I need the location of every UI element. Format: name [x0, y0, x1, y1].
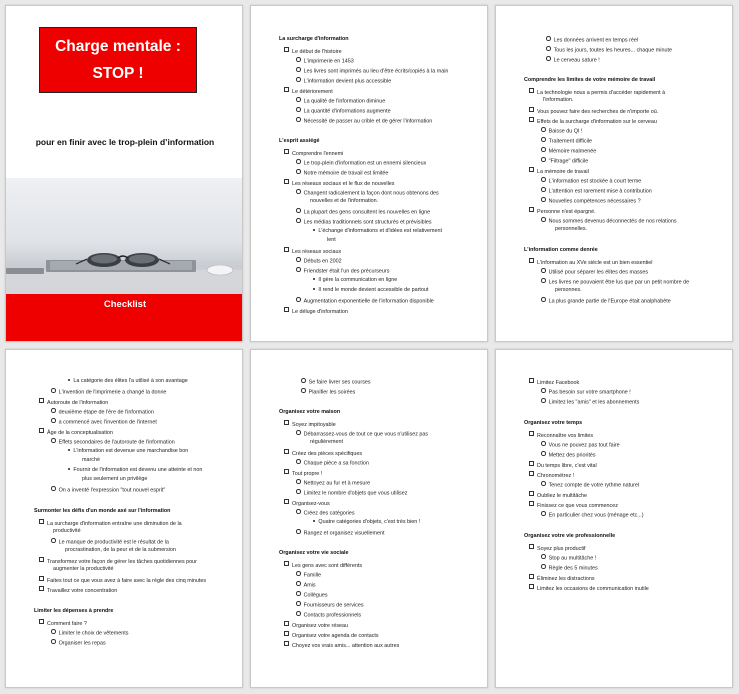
- checklist-subitem: deuxième étape de l'ère de l'information: [51, 408, 154, 417]
- checklist-subitem: Mettez des priorités: [541, 451, 596, 460]
- cover-subtitle: pour en finir avec le trop-plein d’information: [35, 137, 215, 147]
- checklist-continuation: marché: [82, 457, 100, 463]
- checklist-subitem: Notre mémoire de travail est limitée: [296, 169, 388, 178]
- checklist-continuation: plus seulement un privilège: [82, 476, 148, 482]
- checklist-item: Éliminez les distractions: [529, 574, 595, 583]
- section-heading: Organisez votre vie sociale: [279, 550, 349, 556]
- section-heading: L'esprit assiégé: [279, 138, 320, 144]
- checklist-subitem: Famille: [296, 571, 321, 580]
- checklist-subitem: "Filtrage" difficile: [541, 157, 588, 166]
- checklist-item: Les réseaux sociaux et le flux de nouvelles: [284, 179, 394, 188]
- checklist-subitem: Les données arrivent en temps réel: [546, 36, 638, 45]
- checklist-item: Vous pouvez faire des recherches de n'importe où.: [529, 107, 658, 116]
- checklist-subitem: Les livres sont imprimés au lieu d'être écrits/copiés à la main: [296, 67, 448, 76]
- checklist-item: Limitez les occasions de communication inutile: [529, 584, 649, 593]
- checklist-subitem: Nouvelles compétences nécessaires ?: [541, 197, 641, 206]
- checklist-item: Tout propre !: [284, 469, 322, 478]
- checklist-continuation: procrastination, de la peur et de la submersion: [65, 547, 176, 553]
- checklist-item: Âge de la conceptualisation: [39, 428, 113, 437]
- checklist-item: Organisez votre agenda de contacts: [284, 631, 379, 640]
- checklist-subitem: L'information devient plus accessible: [296, 77, 391, 86]
- checklist-item: Le détériorement: [284, 87, 333, 96]
- section-heading: Surmonter les défis d'un monde axé sur l'information: [34, 508, 171, 514]
- checklist-subitem: Les livres ne pouvaient être lus que par un petit nombre de: [541, 278, 689, 287]
- checklist-subitem: L'imprimerie en 1453: [296, 57, 354, 66]
- checklist-subitem: On a inventé l'expression "tout nouvel esprit": [51, 486, 165, 495]
- checklist-continuation: lent: [327, 237, 336, 243]
- checklist-continuation: productivité: [53, 528, 81, 534]
- checklist-item: Organisez-vous: [284, 499, 330, 508]
- checklist-bullet: La catégorie des élites l'a utilisé à son avantage: [68, 378, 188, 385]
- checklist-item: La technologie nous a permis d'accéder rapidement à: [529, 88, 665, 97]
- checklist-subitem: Règle des 5 minutes: [541, 564, 598, 573]
- section-heading: L'information comme denrée: [524, 247, 598, 253]
- section-heading: Organisez votre temps: [524, 420, 583, 426]
- section-heading: Organisez votre vie professionnelle: [524, 533, 616, 539]
- checklist-item: Travaillez votre concentration: [39, 586, 117, 595]
- checklist-bullet: L'échange d'informations et d'idées est relativement: [313, 228, 442, 235]
- checklist-subitem: Fournisseurs de services: [296, 601, 364, 610]
- checklist-subitem: Mémoire malmenée: [541, 147, 596, 156]
- checklist-bullet: Il gère la communication en ligne: [313, 277, 397, 284]
- checklist-subitem: Friendster était l'un des précurseurs: [296, 267, 389, 276]
- page-6: [495, 349, 733, 688]
- checklist-item: Les gens avec sont différents: [284, 561, 362, 570]
- checklist-item: Finissez ce que vous commencez: [529, 501, 618, 510]
- checklist-subitem: Utilisé pour séparer les élites des masses: [541, 268, 648, 277]
- checklist-subitem: Traitement difficile: [541, 137, 592, 146]
- cover-title-box: [39, 27, 197, 93]
- checklist-item: Oubliez le multitâche: [529, 491, 587, 500]
- checklist-subitem: Augmentation exponentielle de l'information disponible: [296, 297, 434, 306]
- checklist-continuation: personnes.: [555, 287, 582, 293]
- checklist-subitem: La quantité d'informations augmente: [296, 107, 391, 116]
- checklist-item: Créez des pièces spécifiques: [284, 449, 362, 458]
- checklist-item: La mémoire de travail: [529, 167, 589, 176]
- checklist-subitem: Le manque de productivité est le résultat de la: [51, 538, 169, 547]
- checklist-subitem: Limiter le choix de vêtements: [51, 629, 128, 638]
- checklist-item: La surcharge d'information entraîne une diminution de la: [39, 519, 182, 528]
- checklist-subitem: L'attention est rarement mise à contribution: [541, 187, 652, 196]
- checklist-subitem: Collègues: [296, 591, 328, 600]
- checklist-subitem: Effets secondaires de l'autoroute de l'information: [51, 438, 175, 447]
- cover-title-line2: STOP !: [92, 65, 144, 82]
- checklist-item: Personne n'est épargné.: [529, 207, 596, 216]
- section-heading: La surcharge d'information: [279, 36, 349, 42]
- checklist-item: Autoroute de l'information: [39, 398, 108, 407]
- checklist-item: Limitez Facebook: [529, 378, 579, 387]
- checklist-subitem: L'invention de l'imprimerie a changé la donne: [51, 388, 166, 397]
- checklist-subitem: Se faire livrer ses courses: [301, 378, 371, 387]
- checklist-item: Les réseaux sociaux: [284, 247, 341, 256]
- checklist-subitem: Nettoyez au fur et à mesure: [296, 479, 370, 488]
- checklist-item: Le déluge d'information: [284, 307, 348, 316]
- checklist-subitem: Nous sommes devenus déconnectés de nos relations: [541, 217, 677, 226]
- checklist-continuation: personnelles.: [555, 226, 588, 232]
- checklist-item: Comprendre l'ennemi: [284, 149, 343, 158]
- page-2: [250, 5, 488, 342]
- cover-title-line1: Charge mentale :: [55, 38, 181, 55]
- checklist-subitem: Contacts professionnels: [296, 611, 361, 620]
- section-heading: Organisez votre maison: [279, 409, 341, 415]
- checklist-continuation: l'information.: [543, 97, 574, 103]
- checklist-subitem: Limitez les "amis" et les abonnements: [541, 398, 639, 407]
- checklist-subitem: Nécessité de passer au crible et de gérer l'information: [296, 117, 432, 126]
- checklist-item: Du temps libre, c'est vital: [529, 461, 597, 470]
- checklist-item: Faites tout ce que vous avez à faire avec la règle des cinq minutes: [39, 576, 206, 585]
- checklist-subitem: La plus grande partie de l'Europe était analphabète: [541, 297, 671, 306]
- checklist-item: Le début de l'histoire: [284, 47, 342, 56]
- checklist-subitem: Débarrassez-vous de tout ce que vous n'utilisez pas: [296, 430, 428, 439]
- checklist-item: L'information au XVe siècle est un bien essentiel: [529, 258, 653, 267]
- checklist-bullet: Il rend le monde devient accessible de partout: [313, 287, 428, 294]
- checklist-subitem: Planifier les soirées: [301, 388, 355, 397]
- checklist-subitem: Le trop-plein d'information est un ennemi silencieux: [296, 159, 426, 168]
- checklist-subitem: Le cerveau sature !: [546, 56, 600, 65]
- section-heading: Comprendre les limites de votre mémoire de travail: [524, 77, 656, 83]
- checklist-bullet: Quatre catégories d'objets, c'est très bien !: [313, 519, 420, 526]
- checklist-subitem: Limitez le nombre d'objets que vous utilisez: [296, 489, 407, 498]
- checklist-subitem: Rangez et organisez visuellement: [296, 529, 385, 538]
- checklist-continuation: augmenter la productivité: [53, 566, 114, 572]
- checklist-subitem: Créez des catégories: [296, 509, 355, 518]
- checklist-item: Chronométrez !: [529, 471, 574, 480]
- checklist-item: Reconnaître vos limites: [529, 431, 593, 440]
- checklist-subitem: L'information est stockée à court terme: [541, 177, 641, 186]
- checklist-subitem: Amis: [296, 581, 316, 590]
- checklist-subitem: Les médias traditionnels sont structurés et prévisibles: [296, 218, 432, 227]
- glasses-laptop-photo: [6, 178, 243, 294]
- checklist-subitem: Tous les jours, toutes les heures... chaque minute: [546, 46, 672, 55]
- checklist-item: Comment faire ?: [39, 619, 87, 628]
- checklist-bullet: L'information est devenue une marchandise bon: [68, 448, 188, 455]
- checklist-subitem: Pas besoin sur votre smartphone !: [541, 388, 631, 397]
- checklist-bullet: Fournir de l'information est devenu une atteinte et non: [68, 467, 202, 474]
- checklist-item: Soyez impitoyable: [284, 420, 336, 429]
- checklist-continuation: régulièrement: [310, 439, 343, 445]
- checklist-item: Transformez votre façon de gérer les tâches quotidiennes pour: [39, 557, 197, 566]
- checklist-continuation: nouvelles et de l'information.: [310, 198, 379, 204]
- checklist-subitem: a commencé avec l'invention de l'internet: [51, 418, 157, 427]
- checklist-item: Effets de la surcharge d'information sur le cerveau: [529, 117, 657, 126]
- checklist-subitem: La plupart des gens consultent les nouvelles en ligne: [296, 208, 430, 217]
- checklist-subitem: Organiser les repas: [51, 639, 106, 648]
- checklist-item: Choyez vos vrais amis... attention aux autres: [284, 641, 399, 650]
- checklist-subitem: Chaque pièce a sa fonction: [296, 459, 369, 468]
- checklist-subitem: Stop au multitâche !: [541, 554, 596, 563]
- page-5: [250, 349, 488, 688]
- checklist-item: Organisez votre réseau: [284, 621, 348, 630]
- cover-banner: [6, 294, 243, 342]
- checklist-item: Soyez plus productif: [529, 544, 586, 553]
- checklist-subitem: Vous ne pouvez pas tout faire: [541, 441, 620, 450]
- checklist-subitem: La qualité de l'information diminue: [296, 97, 385, 106]
- cover-banner-label: Checklist: [103, 299, 147, 310]
- checklist-subitem: Débuts en 2002: [296, 257, 342, 266]
- checklist-subitem: Tenez compte de votre rythme naturel: [541, 481, 639, 490]
- page-4: [5, 349, 243, 688]
- checklist-subitem: En particulier chez vous (ménage etc...): [541, 511, 644, 520]
- page-3: [495, 5, 733, 342]
- checklist-subitem: Baisse du QI !: [541, 127, 582, 136]
- cover-page: [5, 5, 243, 342]
- checklist-subitem: Changent radicalement la façon dont nous obtenons des: [296, 189, 439, 198]
- section-heading: Limiter les dépenses à prendre: [34, 608, 114, 614]
